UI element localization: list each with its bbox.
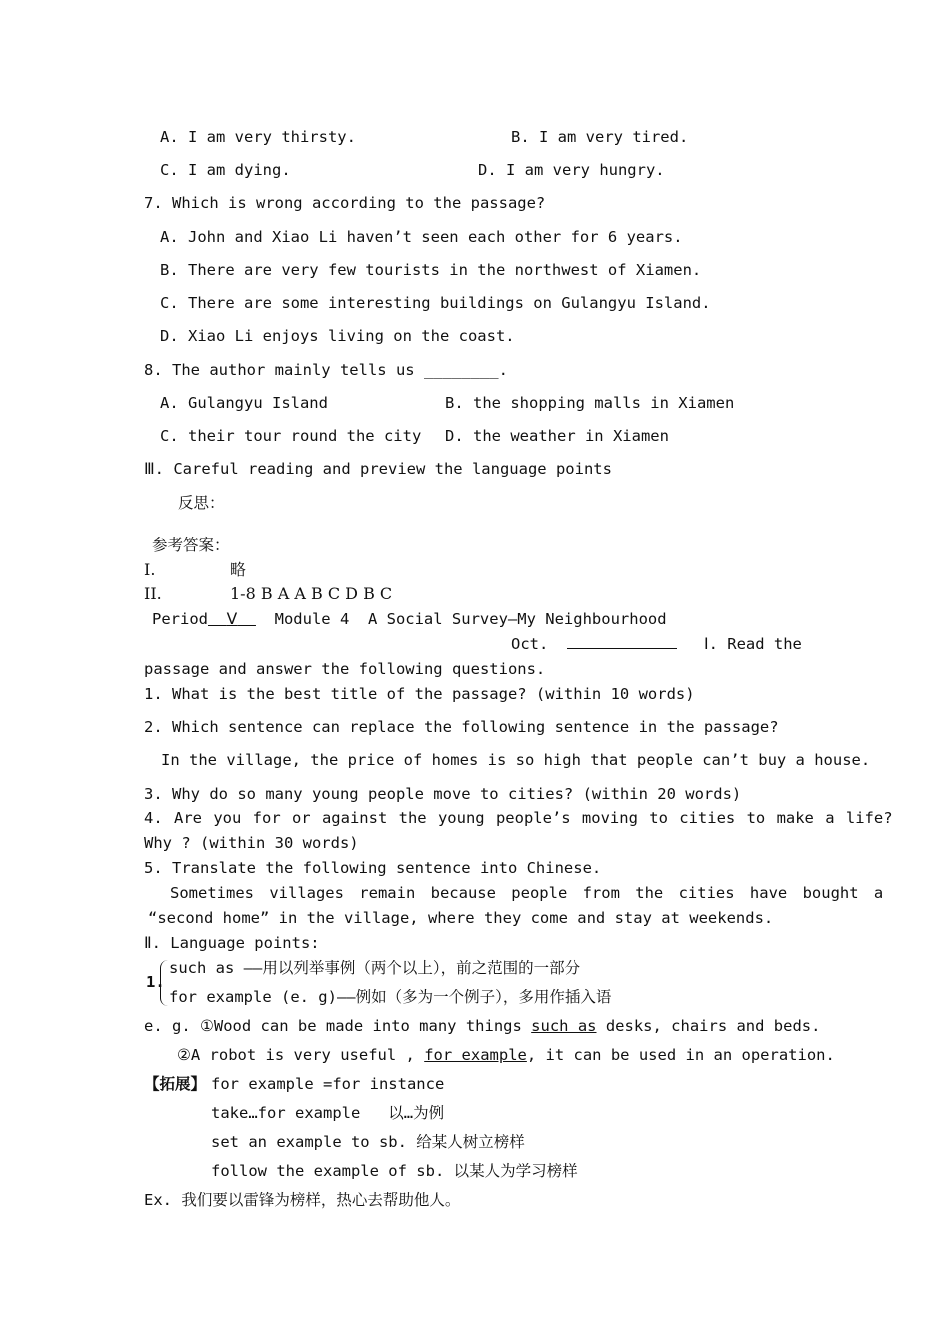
- task-heading: Ⅰ. Read the: [704, 635, 802, 653]
- q6-option-b: B. I am very tired.: [511, 128, 689, 146]
- question-2: 2. Which sentence can replace the following sentence in the passage?: [144, 718, 779, 736]
- extension-2: take…for example 以…为例: [211, 1104, 445, 1122]
- answer-row-2-label: II.: [144, 584, 162, 603]
- q6-option-c: C. I am dying.: [160, 161, 291, 179]
- period-label: Period: [152, 610, 208, 628]
- q7-option-c: C. There are some interesting buildings on Gulangyu Island.: [160, 294, 711, 312]
- language-points-title: Ⅱ. Language points:: [144, 934, 320, 952]
- such-as-note: such as ——用以列举事例（两个以上），前之范围的一部分: [169, 959, 581, 977]
- extension-label: 【拓展】: [144, 1075, 207, 1093]
- exercise: Ex. 我们要以雷锋为榜样，热心去帮助他人。: [144, 1191, 461, 1209]
- question-3: 3. Why do so many young people move to cities? (within 20 words): [144, 785, 742, 803]
- q6-option-d: D. I am very hungry.: [478, 161, 665, 179]
- question-5-line-2: “second home” in the village, where they come and stay at weekends.: [148, 909, 774, 927]
- q7-question: 7. Which is wrong according to the passage?: [144, 194, 546, 212]
- q8-question: 8. The author mainly tells us ________.: [144, 361, 508, 379]
- q8-option-a: A. Gulangyu Island: [160, 394, 328, 412]
- answers-heading: 参考答案：: [152, 536, 230, 554]
- question-5-line-1: Sometimes villages remain because people from the cities have bought a: [170, 884, 884, 902]
- extension-1: for example =for instance: [211, 1075, 445, 1093]
- question-4-line-1: 4. Are you for or against the young people’s moving to cities to make a life?: [144, 809, 893, 827]
- period-heading: [152, 609, 667, 629]
- answer-row-2-value: 1-8 B A A B C D B C: [230, 584, 393, 603]
- question-4-line-2: Why ? (within 30 words): [144, 834, 359, 852]
- q7-option-b: B. There are very few tourists in the northwest of Xiamen.: [160, 261, 702, 279]
- q6-option-a: A. I am very thirsty.: [160, 128, 356, 146]
- module-title: Module 4 A Social Survey—My Neighbourhood: [274, 610, 667, 628]
- q8-option-c: C. their tour round the city: [160, 427, 422, 445]
- for-example-note: for example (e. g)——例如（多为一个例子），多用作插入语: [169, 988, 612, 1006]
- q8-option-d: D. the weather in Xiamen: [445, 427, 669, 445]
- reflection-label: 反思：: [178, 494, 225, 512]
- section-3-title: Ⅲ. Careful reading and preview the language points: [144, 460, 612, 478]
- answer-row-1-value: 略: [230, 560, 247, 579]
- example-1: e. g. ①Wood can be made into many things such as desks, chairs and beds.: [144, 1017, 821, 1035]
- example-2: ②A robot is very useful , for example, it can be used in an operation.: [177, 1046, 835, 1064]
- date-blank: [567, 634, 677, 649]
- question-1: 1. What is the best title of the passage? (within 10 words): [144, 685, 695, 703]
- extension-3: set an example to sb. 给某人树立榜样: [211, 1133, 525, 1151]
- q7-option-a: A. John and Xiao Li haven’t seen each other for 6 years.: [160, 228, 683, 246]
- language-point-number: 1.: [146, 973, 165, 991]
- answer-row-1-label: I.: [144, 560, 156, 579]
- question-5: 5. Translate the following sentence into Chinese.: [144, 859, 602, 877]
- question-2-sentence: In the village, the price of homes is so high that people can’t buy a house.: [161, 751, 871, 769]
- extension-4: follow the example of sb. 以某人为学习榜样: [211, 1162, 578, 1180]
- q7-option-d: D. Xiao Li enjoys living on the coast.: [160, 327, 515, 345]
- q8-option-b: B. the shopping malls in Xiamen: [445, 394, 735, 412]
- period-number: Ⅴ: [226, 610, 238, 628]
- task-heading-cont: passage and answer the following questions.: [144, 660, 546, 678]
- date-line: [511, 634, 677, 654]
- date-label: Oct.: [511, 635, 549, 653]
